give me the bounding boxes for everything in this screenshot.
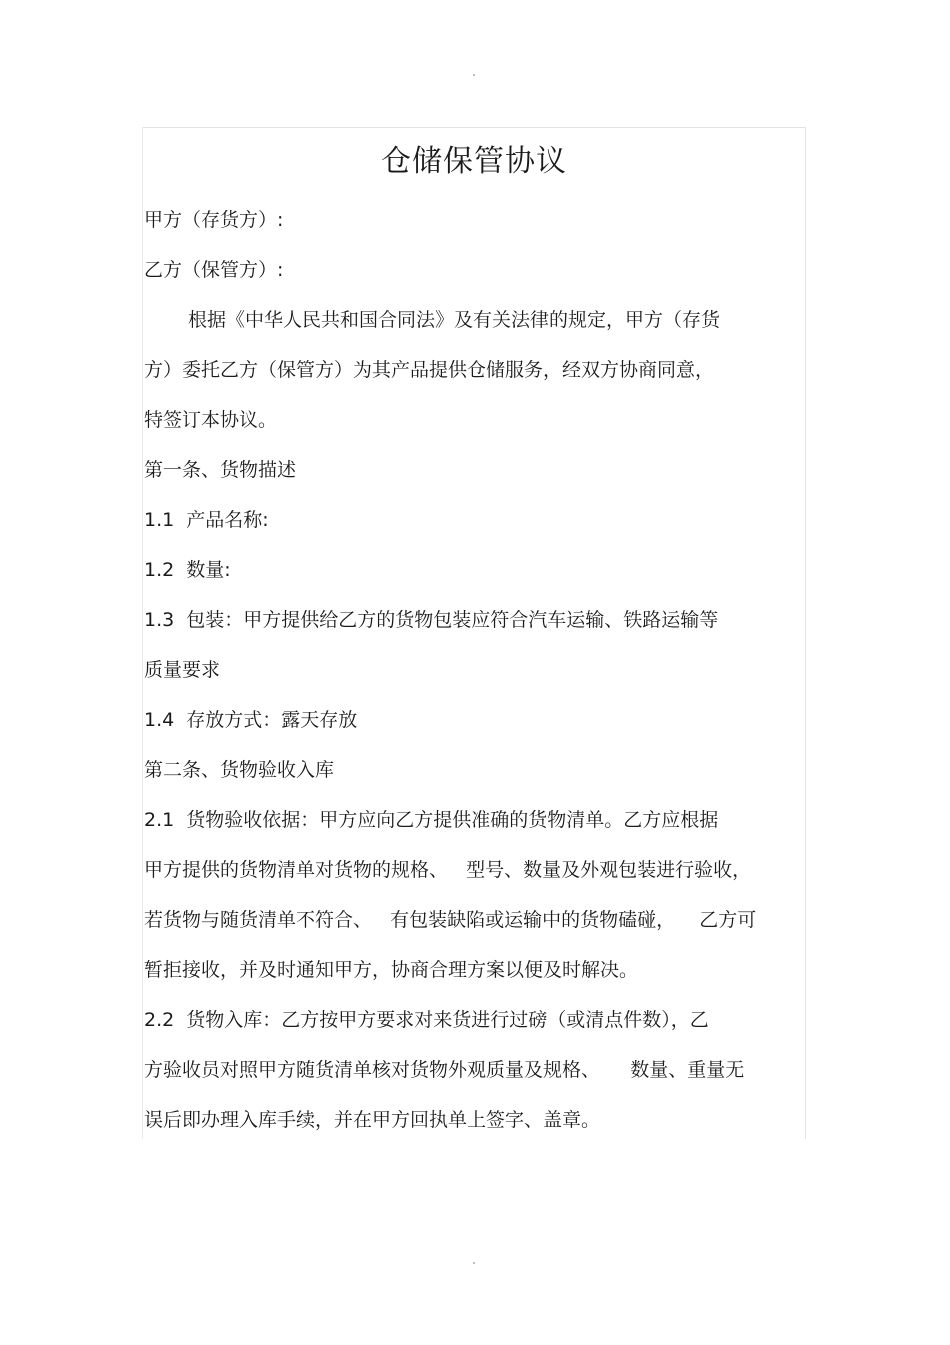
clause-1-4: 1.4 存放方式：露天存放	[144, 709, 358, 731]
document-body	[144, 195, 808, 1145]
document-title: 仓储保管协议	[381, 144, 567, 179]
article-1-heading: 第一条、货物描述	[144, 459, 297, 481]
clause-2-1-cont-3: 暂拒接收，并及时通知甲方，协商合理方案以便及时解决。	[144, 959, 639, 981]
clause-1-2: 1.2 数量:	[144, 559, 231, 581]
clause-1-3: 1.3 包装：甲方提供给乙方的货物包装应符合汽车运输、铁路运输等	[144, 609, 719, 631]
clause-1-1: 1.1 产品名称:	[144, 509, 269, 531]
party-b-line: 乙方（保管方）:	[144, 259, 284, 281]
party-a-line: 甲方（存货方）:	[144, 209, 284, 231]
clause-2-2-cont-2: 误后即办理入库手续，并在甲方回执单上签字、盖章。	[144, 1109, 601, 1131]
article-2-heading: 第二条、货物验收入库	[144, 759, 335, 781]
clause-2-2: 2.2 货物入库：乙方按甲方要求对来货进行过磅（或清点件数），乙	[144, 1009, 709, 1031]
preamble-line-3: 特签订本协议。	[144, 409, 278, 431]
clause-2-1-cont-2: 若货物与随货清单不符合、 有包装缺陷或运输中的货物磕碰， 乙方可	[144, 909, 757, 931]
clause-1-3-cont: 质量要求	[144, 659, 221, 681]
clause-2-1: 2.1 货物验收依据：甲方应向乙方提供准确的货物清单。乙方应根据	[144, 809, 719, 831]
page-mark-bottom	[473, 1262, 475, 1264]
preamble-line-2: 方）委托乙方（保管方）为其产品提供仓储服务，经双方协商同意，	[144, 359, 715, 381]
clause-2-1-cont-1: 甲方提供的货物清单对货物的规格、 型号、数量及外观包装进行验收，	[144, 859, 752, 881]
clause-2-2-cont-1: 方验收员对照甲方随货清单核对货物外观质量及规格、 数量、重量无	[144, 1059, 745, 1081]
page-mark-top	[473, 74, 475, 76]
preamble-line-1: 根据《中华人民共和国合同法》及有关法律的规定，甲方（存货	[188, 309, 721, 331]
